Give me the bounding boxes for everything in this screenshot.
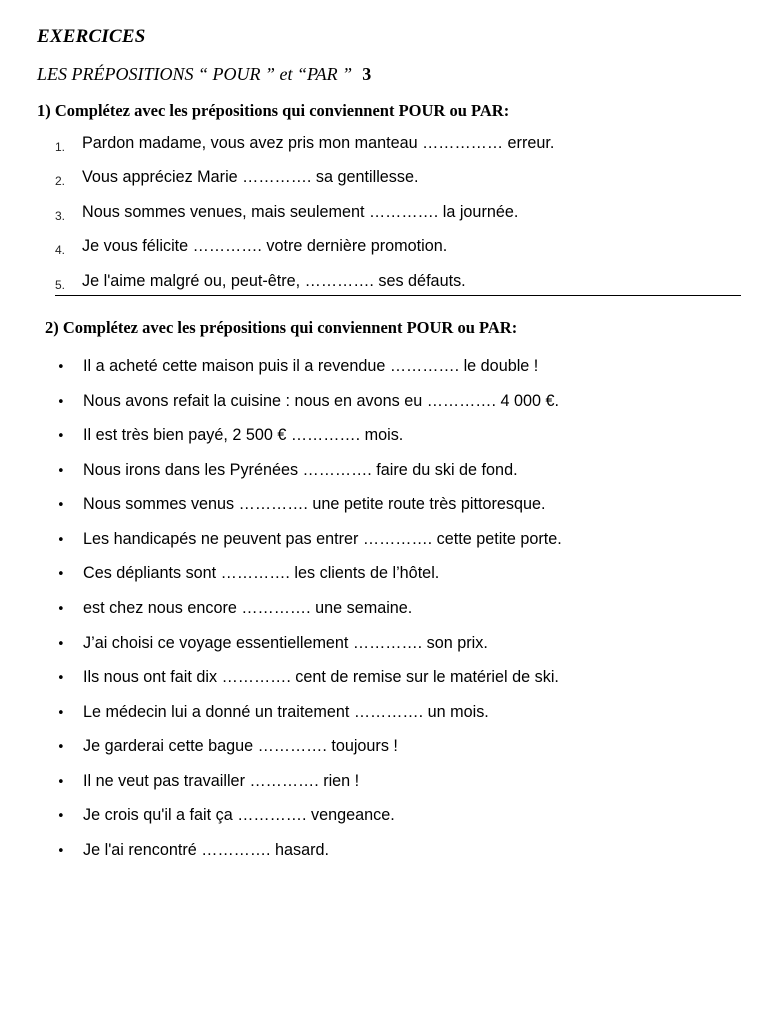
list-item — [57, 599, 562, 634]
bullet-icon: • — [57, 532, 65, 548]
list-item — [55, 134, 554, 168]
list-item — [57, 703, 562, 738]
item-text: Il est très bien payé, 2 500 € …………. mois. — [83, 426, 404, 445]
list-item — [57, 668, 562, 703]
list-item — [55, 203, 554, 237]
bullet-icon: • — [57, 740, 65, 756]
item-text: Ces dépliants sont …………. les clients de l’hôtel. — [83, 564, 440, 583]
item-text: J’ai choisi ce voyage essentiellement …………. son prix. — [83, 633, 488, 652]
item-text: Je garderai cette bague …………. toujours ! — [83, 737, 398, 756]
item-number: 3. — [55, 208, 66, 223]
item-text: Il a acheté cette maison puis il a revendue …………. le double ! — [83, 357, 539, 375]
list-item — [55, 237, 554, 271]
subtitle-number: 3 — [362, 64, 372, 84]
item-text: Je l'ai rencontré …………. hasard. — [83, 840, 329, 859]
bullet-icon: • — [57, 498, 65, 514]
page-subtitle — [37, 64, 371, 85]
item-text: Nous avons refait la cuisine : nous en avons eu …………. 4 000 €. — [83, 391, 559, 410]
bullet-icon: • — [57, 463, 65, 479]
item-text: Je crois qu'il a fait ça …………. vengeance. — [83, 806, 395, 825]
list-item — [57, 392, 562, 427]
bullet-icon: • — [57, 429, 65, 445]
list-item — [57, 772, 562, 807]
item-text: Nous sommes venues, mais seulement …………. la journée. — [82, 202, 519, 221]
section2-list — [57, 357, 562, 875]
item-text: Ils nous ont fait dix …………. cent de remise sur le matériel de ski. — [83, 668, 559, 687]
item-number: 4. — [55, 243, 66, 258]
item-number: 5. — [55, 277, 66, 292]
bullet-icon: • — [57, 601, 65, 617]
item-text: est chez nous encore …………. une semaine. — [83, 598, 413, 617]
item-text: Il ne veut pas travailler …………. rien ! — [83, 771, 360, 790]
list-item — [55, 272, 554, 306]
section1-instruction: 1) Complétez avec les prépositions qui conviennent POUR ou PAR: — [37, 101, 510, 120]
list-item — [57, 426, 562, 461]
list-item — [57, 461, 562, 496]
item-text: Je vous félicite …………. votre dernière promotion. — [82, 237, 448, 256]
bullet-icon: • — [57, 774, 65, 790]
item-text: Vous appréciez Marie …………. sa gentillesse. — [82, 168, 419, 187]
item-number: 1. — [55, 140, 66, 154]
bullet-icon: • — [57, 360, 65, 375]
item-text: Je l'aime malgré ou, peut-être, …………. ses défauts. — [82, 271, 466, 290]
list-item — [57, 634, 562, 669]
section2-instruction: 2) Complétez avec les prépositions qui conviennent POUR ou PAR: — [45, 318, 518, 337]
bullet-icon: • — [57, 394, 65, 410]
list-item — [57, 841, 562, 876]
item-number: 2. — [55, 174, 66, 189]
bullet-icon: • — [57, 636, 65, 652]
bullet-icon: • — [57, 843, 65, 859]
bullet-icon: • — [57, 705, 65, 721]
bullet-icon: • — [57, 567, 65, 583]
list-item — [57, 564, 562, 599]
section-divider — [55, 295, 741, 296]
subtitle-text: LES PRÉPOSITIONS “ POUR ” et “PAR ” — [37, 64, 353, 84]
list-item — [57, 530, 562, 565]
list-item — [55, 168, 554, 202]
bullet-icon: • — [57, 671, 65, 687]
list-item — [57, 737, 562, 772]
list-item — [57, 357, 562, 392]
list-item — [57, 806, 562, 841]
page-title: EXERCICES — [37, 26, 146, 47]
item-text: Le médecin lui a donné un traitement …………. un mois. — [83, 702, 489, 721]
item-text: Pardon madame, vous avez pris mon manteau …………… erreur. — [82, 134, 555, 152]
bullet-icon: • — [57, 809, 65, 825]
list-item — [57, 495, 562, 530]
item-text: Nous sommes venus …………. une petite route très pittoresque. — [83, 495, 546, 514]
section1-list — [55, 134, 554, 306]
item-text: Les handicapés ne peuvent pas entrer …………. cette petite porte. — [83, 529, 562, 548]
item-text: Nous irons dans les Pyrénées …………. faire du ski de fond. — [83, 460, 518, 479]
